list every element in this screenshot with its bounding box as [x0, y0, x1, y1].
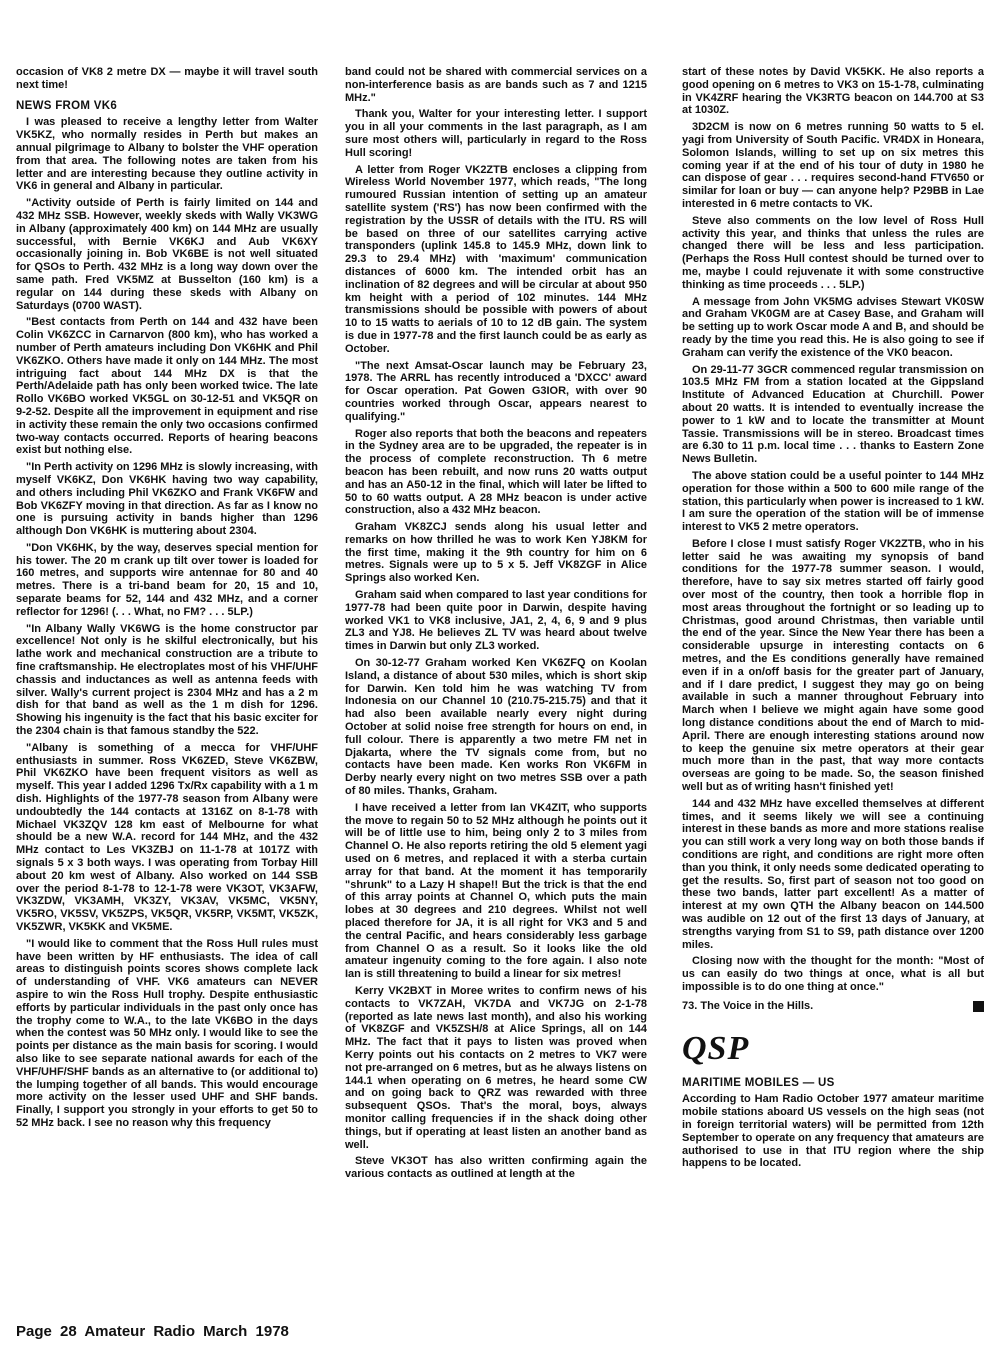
- paragraph: 144 and 432 MHz have excelled themselves at different times, and it seems likely we will see a continuing interest in these bands as more and more stations realise you can still work a very long way on both those bands if conditions are right, and conditions are right more often than you think, it only needs some dedicated operating to get the results. So, first part of season not too good on these two bands, latter part excellent! As a matter of interest at my own QTH the Albany beacon on 144.500 was audible on 12 out of the first 13 days of January, at strengths varying from S1 to S9, path distance over 1200 miles.: [682, 797, 984, 951]
- paragraph: band could not be shared with commercial services on a non-interference basis as are bands such as 7 and 1215 MHz.": [345, 66, 647, 104]
- paragraph: "In Perth activity on 1296 MHz is slowly increasing, with myself VK6KZ, Don VK6HK having two way capability, and others including Phil VK6ZKO and Frank VK6FW and Bob VK6ZFY moving in that direction. As far as I know no one is pursuing activity in bands higher than 1296 although Don VK6HK is muttering about 2304.: [16, 461, 318, 538]
- paragraph: "The next Amsat-Oscar launch may be February 23, 1978. The ARRL has recently introduced a 'DXCC' award for Oscar operation. Pat Gowen G3IOR, with over 90 countries worked through Oscar, appears nearest to qualifying.": [345, 359, 647, 423]
- page-footer: Page 28 Amateur Radio March 1978: [16, 1323, 289, 1340]
- intro-paragraph: occasion of VK8 2 metre DX — maybe it will travel south next time!: [16, 66, 318, 91]
- paragraph: 3D2CM is now on 6 metres running 50 watts to 5 el. yagi from University of South Pacific. VR4DX in Honeara, Solomon Islands, willing to set up on six metres this coming year if at the end of his tour of duty in 1980 he can dispose of gear . . . requires second-hand FTV650 or similar for loan or buy — can anyone help? P29BB in Lae interested in 6 metre contacts to VK.: [682, 121, 984, 210]
- column-3: [682, 66, 984, 1316]
- paragraph: I have received a letter from Ian VK4ZIT, who supports the move to regain 50 to 52 MHz although he points out it will be of little use to him, being only 2 to 3 miles from Channel O. He also reports retiring the old 5 element yagi used on 6 metres, and replaced it with a sterba curtain array for that band. At the moment it has temporarily "shrunk" to a Lazy H shape!! But the trick is that the end of this array points at Channel O, which puts the main lobes at 30 degrees and 210 degrees. Whilst not well placed therefore for JA, it is all right for VK3 and 5 and the central Pacific, and hears considerably less garbage from Channel O as a result. So it looks like the old amateur ingenuity coming to the fore again. I also note Ian is still threatening to build a linear for six metres!: [345, 801, 647, 981]
- paragraph: Roger also reports that both the beacons and repeaters in the Sydney area are to be upgraded, the repeater is in the process of complete reconstruction. Th 6 metre beacon has been rebuilt, and now runs 20 watts output and has an A50-12 in the final, which will later be lifted to 50 to 60 watts output. A 28 MHz beacon is under active construction, also a 432 MHz beacon.: [345, 427, 647, 517]
- paragraph: I was pleased to receive a lengthy letter from Walter VK5KZ, who normally resides in Perth but makes an annual pilgrimage to Albany to bolster the VHF operation from that area. The following notes are taken from his letter and are interesting because they outline activity in VK6 in general and Albany in particular.: [16, 116, 318, 193]
- paragraph: On 30-12-77 Graham worked Ken VK6ZFQ on Koolan Island, a distance of about 530 miles, which is short skip for Darwin. Ken told him he was watching TV from Indonesia on our Channel 10 (210.75-215.75) and that it had also been available nearly every night during October at solid noise free strength for hours on end, in full colour. There is apparently a two metre FM net in Djakarta, where the TV signals come from, but no contacts have been made. Ken works Ron VK6FM in Derby nearly every night on two metres SSB over a path of 80 miles. Thanks, Graham.: [345, 657, 647, 798]
- end-mark-square-icon: [973, 1001, 984, 1012]
- signature-text: 73. The Voice in the Hills.: [682, 999, 814, 1012]
- paragraph: Graham said when compared to last year conditions for 1977-78 had been quite poor in Darwin, despite having worked VK1 to VK8 inclusive, JA1, 2, 4, 6, 9 and 9 plus ZL3 and YJ8. He believes ZL TV was heard about twelve times in Darwin but only ZL3 worked.: [345, 589, 647, 653]
- paragraph: A message from John VK5MG advises Stewart VK0SW and Graham VK0GM are at Casey Base, and Graham will be setting up to work Oscar mode A and B, and should be ready by the time you read this. He is also going to see if Graham can verify the existence of the VK0 beacon.: [682, 295, 984, 359]
- section-title-qsp: QSP: [682, 1029, 750, 1067]
- paragraph: "Albany is something of a mecca for VHF/UHF enthusiasts in summer. Ross VK6ZED, Steve VK6ZBW, Phil VK6ZKO have been frequent visitors as well as myself. This year I added 1296 Tx/Rx capability with a 1 m dish. Highlights of the 1977-78 season from Albany were undoubtedly the 144 contacts at 1316Z on 8-1-78 with Michael VK3ZQV 128 km east of Melbourne for what should be a new W.A. record for 144 MHz, and the 432 MHz contact to Les VK3ZBJ on 11-1-78 at 1017Z with signals 5 x 3 both ways. I was operating from Torbay Hill about 20 km west of Albany. Also worked on 144 SSB over the period 8-1-78 to 12-1-78 were VK3OT, VK3AFW, VK3ZDW, VK3AMH, VK3ZY, VK3AV, VK5MC, VK5NY, VK5RO, VK5SV, VK5ZPS, VK5QR, VK5RP, VK5MT, VK5ZK, VK5ZWR, VK5KK and VK5ME.: [16, 741, 318, 933]
- paragraph: "Don VK6HK, by the way, deserves special mention for his tower. The 20 m crank up tilt over tower is loaded for 160 metres, and supports wire antennae for 80 and 40 metres. There is a tri-band beam for 20, 15 and 10, separate beams for 52, 144 and 432 MHz, and a corner reflector for 1296! (. . . What, no FM? . . . 5LP.): [16, 541, 318, 618]
- paragraph: A letter from Roger VK2ZTB encloses a clipping from Wireless World November 1977, which reads, "The long rumoured Russian intention of setting up an amateur satellite system ('RS') has now been confirmed with the registration by the USSR of details with the ITU. RS will be based on three of our satellites carrying active transponders (uplink 145.8 to 145.9 MHz, down link to 29.3 to 29.4 MHz) with 'maximum' communication distances of 6000 km. The intended orbit has an inclination of 82 degrees and will be circular at about 950 km height with a period of 102 minutes. 144 MHz transmissions should be possible with powers of about 10 to 15 watts to aerials of 10 to 12 dB gain. The system is due in 1977-78 and the first launch could be as early as October.: [345, 163, 647, 355]
- paragraph: The above station could be a useful pointer to 144 MHz operation for those within a 500 to 600 mile range of the station, this particularly when power is increased to 1 kW. I am sure the operation of the station will be of immense interest to VK5 2 metre operators.: [682, 469, 984, 534]
- paragraph: Before I close I must satisfy Roger VK2ZTB, who in his letter said he was awaiting my synopsis of band conditions for the 1977-78 summer season. I would, therefore, have to say six metres started off fairly good over most of the country, then took a horrible flop in most areas throughout the fortnight or so leading up to Christmas, good around Christmas, then variable until the end of the year. Since the New Year there has been a considerable upsurge in interesting contacts on 6 metres, and the Es conditions generally have remained even if in a on/off basis for the greater part of January, and if I dare predict, I suggest they may go on being available in such a manner throughout February into March when I believe we might again have some good long distance conditions about the end of March to mid-April. There are enough interesting stations around now to keep the genuine six metre operators at their gear much more than in the past, that way more contacts overseas are going to be made. So, the season finished well but as of writing hasn't finished yet!: [682, 537, 984, 794]
- paragraph: "Best contacts from Perth on 144 and 432 have been Colin VK6ZCC in Carnarvon (800 km), who has worked a number of Perth amateurs including Don VK6HK and Phil VK6ZKO. Others have made it only on 144 MHz. The most intriguing fact about 144 MHz DX is that the Perth/Adelaide path has only been worked twice. The late Rollo VK6BO worked VK5GL on 30-12-51 and VK5QR on 9-2-52. Despite all the improvement in equipment and rise in activity these remain the only two occasions confirmed two-way contacts occurred. Reports of hearing beacons exist but nothing else.: [16, 316, 318, 457]
- paragraph: Kerry VK2BXT in Moree writes to confirm news of his contacts to VK7ZAH, VK7DA and VK7JG on 2-1-78 (reported as late news last month), and also his working of VK8ZGF and VK5ZSH/8 at Alice Springs, all on 144 MHz. The fact that it pays to listen was proved when Kerry points out his contacts on 2 metres to VK7 were not pre-arranged on 6 metres, but as he always listens on 144.1 when operating on 6 metres, he heard some CW and on going back to QRZ was rewarded with three subsequent QSOs. That's the moral, boys, always monitor calling frequencies if in the shack doing other things, but if operating at least listen an another band as well.: [345, 984, 647, 1151]
- paragraph: Steve VK3OT has also written confirming again the various contacts as outlined at length at the: [345, 1155, 647, 1181]
- paragraph: Graham VK8ZCJ sends along his usual letter and remarks on how thrilled he was to work Ken YJ8KM for the first time, making it the 9th country for him on 6 metres. Signals were up to 5 x 5. Jeff VK8ZGF in Alice Springs also worked Ken.: [345, 521, 647, 585]
- paragraph: According to Ham Radio October 1977 amateur maritime mobile stations aboard US vessels on the high seas (not in foreign territorial waters) will be permitted from 12th September to operate on any frequency that amateurs are authorised to use in that ITU region where the ship happens to be located.: [682, 1093, 984, 1170]
- signature: [682, 1000, 984, 1013]
- paragraph: "Activity outside of Perth is fairly limited on 144 and 432 MHz SSB. However, weekly skeds with Wally VK3WG in Albany (approximately 400 km) on 144 MHz are usually successful, with Bernie VK6KJ and Aub VK6XY occasionally joining in. Bob VK6BE is not well situated for QSOs to Perth. 432 MHz is a long way down over the same path. Fred VK5MZ at Busselton (160 km) is a regular on 144 during these skeds with Albany on Saturdays (0700 WAST).: [16, 197, 318, 312]
- paragraph: start of these notes by David VK5KK. He also reports a good opening on 6 metres to VK3 on 15-1-78, culminating in VK4ZRF hearing the VK3RTG beacon on 144.700 at S3 at 1030Z.: [682, 66, 984, 117]
- paragraph: On 29-11-77 3GCR commenced regular transmission on 103.5 MHz FM from a station located at the Gippsland Institute of Advanced Education at Churchill. Power about 20 watts. It is intended to eventually increase the power to 1 kW and to locate the transmitter at Mount Tassie. Transmissions will be in stereo. Broadcast times are 6.30 to 11 p.m. local time . . . thanks to Eastern Zone News Bulletin.: [682, 363, 984, 466]
- heading-maritime-mobiles: MARITIME MOBILES — US: [682, 1076, 835, 1089]
- heading-news-from-vk6: NEWS FROM VK6: [16, 99, 118, 112]
- column-2: [345, 66, 647, 1316]
- paragraph: Closing now with the thought for the month: "Most of us can easily do two things at once, what is all but impossible is to do one thing at once.": [682, 955, 984, 993]
- paragraph: Steve also comments on the low level of Ross Hull activity this year, and thinks that unless the rules are changed there will be less and less participation. (Perhaps the Ross Hull contest should be turned over to me, maybe I could rejuvenate it with some constructive thinking as time proceeds . . . 5LP.): [682, 214, 984, 291]
- column-1: [16, 66, 318, 1316]
- paragraph: "I would like to comment that the Ross Hull rules must have been written by HF enthusiasts. The idea of call areas to distinguish points scores shows complete lack of understanding of VHF. VK6 amateurs can NEVER aspire to win the Ross Hull trophy. Despite enthusiastic efforts by particular individuals in the past only once has the trophy come to W.A., to the late VK6BO in the days when the contest was 50 MHz only. I would like to see the points per distance as the main basis for scoring. I would also like to see separate national awards for each of the VHF/UHF/SHF bands as an alternative to (or additional to) the lumping together of all bands. This would encourage more activity on the lesser used UHF and SHF bands. Finally, I support you strongly in your efforts to get 50 to 52 MHz back. I see no reason why this frequency: [16, 937, 318, 1129]
- paragraph: Thank you, Walter for your interesting letter. I support you in all your comments in the last paragraph, as I am sure most others will, particularly in regard to the Ross Hull scoring!: [345, 108, 647, 159]
- paragraph: "In Albany Wally VK6WG is the home constructor par excellence! Not only is he skilful electronically, but his lathe work and mechanical construction are a tribute to fine craftsmanship. He electroplates most of his VHF/UHF chassis and inductances as well as antenna feeds with silver. Wally's current project is 2304 MHz and has a 2 m dish for that band as well as the 1 m dish for 1296. Showing his ingenuity is the fact that his basic exciter for the 2304 chain is that famous standby the 522.: [16, 622, 318, 738]
